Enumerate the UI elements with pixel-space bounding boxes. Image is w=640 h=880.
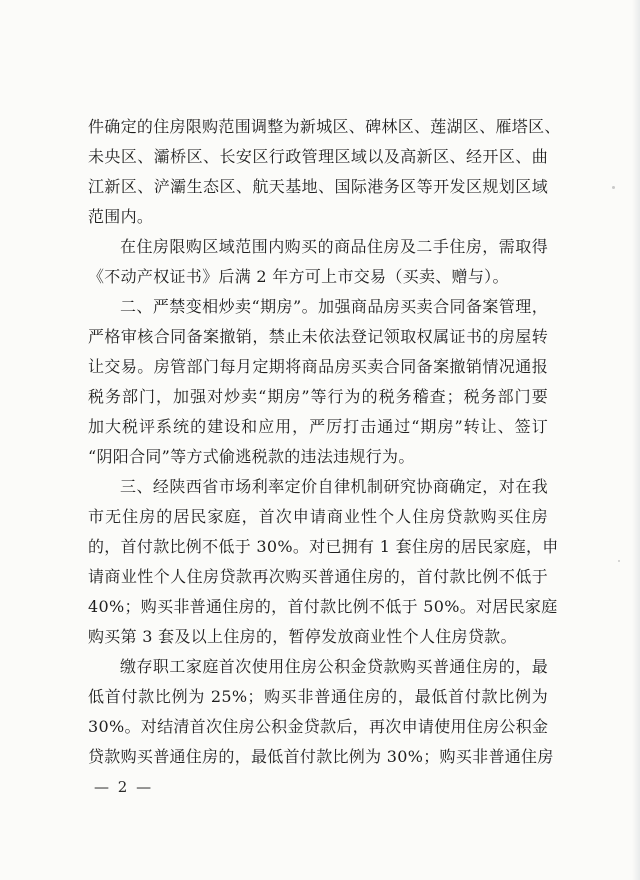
text-line: 30%。对结清首次住房公积金贷款后，再次申请使用住房公积金 xyxy=(88,717,549,736)
paper-edge-shadow xyxy=(632,0,640,880)
text-line: 请商业性个人住房贷款再次购买普通住房的，首付款比例不低于 xyxy=(88,567,548,586)
text-line: 的，首付款比例不低于 30%。对已拥有 1 套住房的居民家庭，申 xyxy=(88,537,559,556)
text-line: 缴存职工家庭首次使用住房公积金贷款购买普通住房的，最 xyxy=(120,657,548,676)
paragraph xyxy=(88,292,548,472)
text-line: 加大税评系统的建设和应用，严厉打击通过“期房”转让、签订 xyxy=(88,417,548,436)
paragraph xyxy=(88,472,559,652)
text-line: 40%；购买非普通住房的，首付款比例不低于 50%。对居民家庭 xyxy=(88,597,558,616)
text-line: 未央区、灞桥区、长安区行政管理区域以及高新区、经开区、曲 xyxy=(88,147,548,166)
text-line: 税务部门，加强对炒卖“期房”等行为的税务稽查；税务部门要 xyxy=(88,387,548,406)
page-number: — 2 — xyxy=(94,778,154,796)
text-line: 三、经陕西省市场利率定价自律机制研究协商确定，对在我 xyxy=(120,477,548,496)
scan-speck xyxy=(612,186,615,189)
text-line: 低首付款比例为 25%；购买非普通住房的，最低首付款比例为 xyxy=(88,687,548,706)
text-line: 让交易。房管部门每月定期将商品房买卖合同备案撤销情况通报 xyxy=(88,357,548,376)
text-line: 二、严禁变相炒卖“期房”。加强商品房买卖合同备案管理， xyxy=(120,297,548,316)
text-line: 市无住房的居民家庭，首次申请商业性个人住房贷款购买住房 xyxy=(88,507,548,526)
text-line: 在住房限购区域范围内购买的商品住房及二手住房，需取得 xyxy=(120,237,548,256)
text-line: 贷款购买普通住房的，最低首付款比例为 30%；购买非普通住房 xyxy=(88,747,554,766)
paragraph xyxy=(88,652,554,772)
paragraph xyxy=(88,112,561,232)
paragraph xyxy=(88,232,548,292)
scan-speck xyxy=(618,560,620,562)
text-line: 严格审核合同备案撤销，禁止未依法登记领取权属证书的房屋转 xyxy=(88,327,548,346)
text-line: “阴阳合同”等方式偷逃税款的违法违规行为。 xyxy=(88,447,415,466)
text-line: 范围内。 xyxy=(88,207,154,226)
text-line: 江新区、浐灞生态区、航天基地、国际港务区等开发区规划区域 xyxy=(88,177,548,196)
text-line: 购买第 3 套及以上住房的，暂停发放商业性个人住房贷款。 xyxy=(88,627,517,646)
text-line: 《不动产权证书》后满 2 年方可上市交易（买卖、赠与）。 xyxy=(88,267,509,286)
text-line: 件确定的住房限购范围调整为新城区、碑林区、莲湖区、雁塔区、 xyxy=(88,117,561,136)
document-body xyxy=(88,112,561,772)
